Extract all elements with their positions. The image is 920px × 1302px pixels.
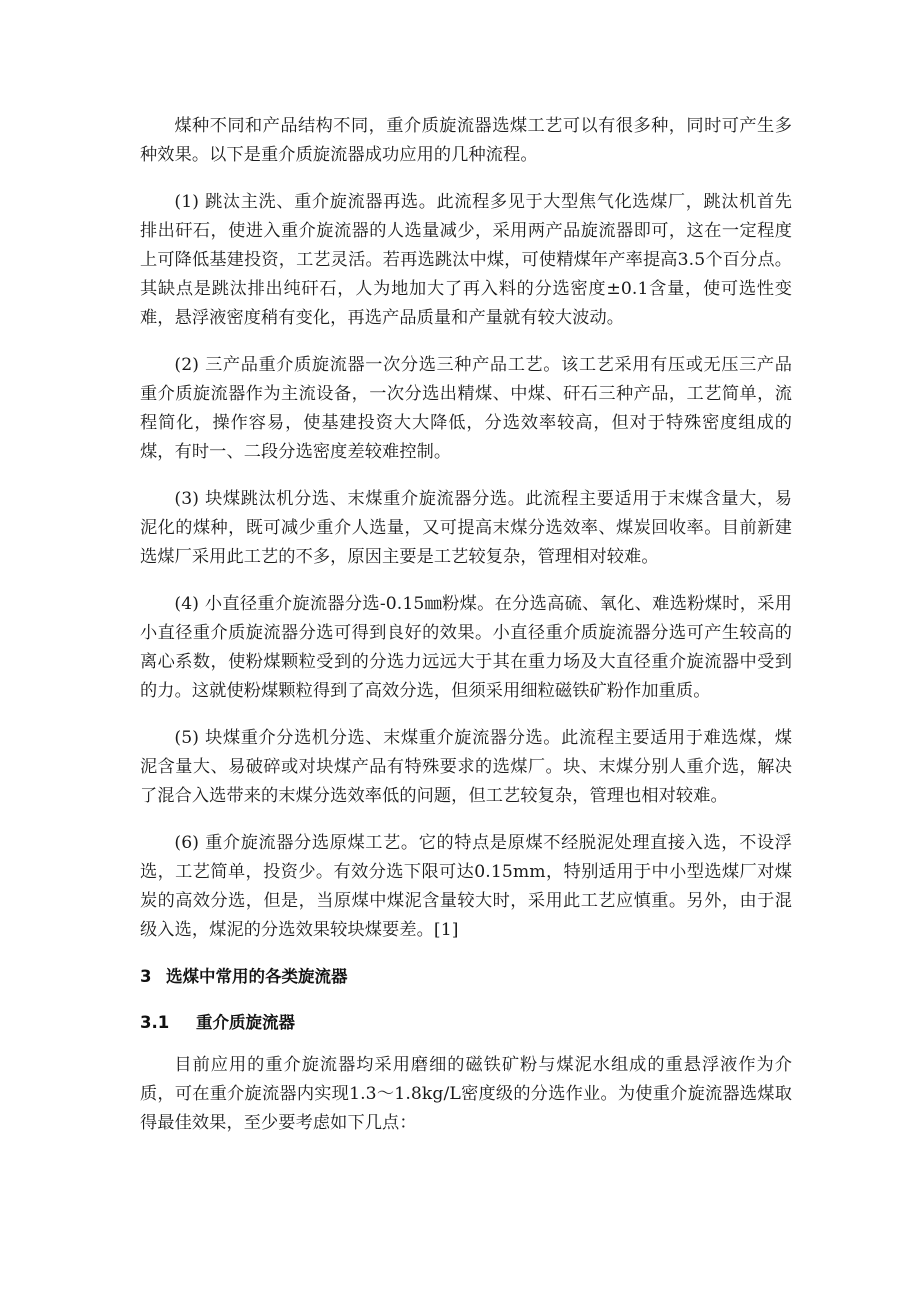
process-paragraph-2: (2) 三产品重介质旋流器一次分选三种产品工艺。该工艺采用有压或无压三产品重介质旋流器作为主流设备，一次分选出精煤、中煤、矸石三种产品，工艺简单，流程简化，操作容易，使基建投资大大降低，分选效率较高，但对于特殊密度组成的煤，有时一、二段分选密度差较难控制。	[140, 355, 792, 462]
process-paragraph-5: (5) 块煤重介分选机分选、末煤重介旋流器分选。此流程主要适用于难选煤，煤泥含量大、易破碎或对块煤产品有特殊要求的选煤厂。块、末煤分别人重介选，解决了混合入选带来的末煤分选效率低的问题，但工艺较复杂，管理也相对较难。	[140, 728, 792, 806]
section-heading	[140, 963, 792, 991]
subsection-title: 重介质旋流器	[196, 1013, 295, 1032]
section-number: 3	[140, 967, 152, 986]
document-page	[140, 112, 792, 1156]
intro-paragraph: 煤种不同和产品结构不同，重介质旋流器选煤工艺可以有很多种，同时可产生多种效果。以下是重介质旋流器成功应用的几种流程。	[140, 116, 792, 165]
section-title: 选煤中常用的各类旋流器	[166, 967, 348, 986]
process-paragraph-6: (6) 重介旋流器分选原煤工艺。它的特点是原煤不经脱泥处理直接入选，不设浮选，工艺简单，投资少。有效分选下限可达0.15mm，特别适用于中小型选煤厂对煤炭的高效分选，但是，当原煤中煤泥含量较大时，采用此工艺应慎重。另外，由于混级入选，煤泥的分选效果较块煤要差。[1]	[140, 833, 792, 940]
subsection-number: 3.1	[140, 1013, 170, 1032]
subsection-paragraph: 目前应用的重介旋流器均采用磨细的磁铁矿粉与煤泥水组成的重悬浮液作为介质，可在重介旋流器内实现1.3～1.8kg/L密度级的分选作业。为使重介旋流器选煤取得最佳效果，至少要考虑如下几点：	[140, 1055, 792, 1133]
process-paragraph-4: (4) 小直径重介旋流器分选-0.15㎜粉煤。在分选高硫、氧化、难选粉煤时，采用小直径重介质旋流器分选可得到良好的效果。小直径重介质旋流器分选可产生较高的离心系数，使粉煤颗粒受到的分选力远远大于其在重力场及大直径重介旋流器中受到的力。这就使粉煤颗粒得到了高效分选，但须采用细粒磁铁矿粉作加重质。	[140, 594, 792, 701]
subsection-heading	[140, 1009, 792, 1037]
process-paragraph-3: (3) 块煤跳汰机分选、末煤重介旋流器分选。此流程主要适用于末煤含量大，易泥化的煤种，既可减少重介人选量，又可提高末煤分选效率、煤炭回收率。目前新建选煤厂采用此工艺的不多，原因主要是工艺较复杂，管理相对较难。	[140, 489, 792, 567]
process-paragraph-1: (1) 跳汰主洗、重介旋流器再选。此流程多见于大型焦气化选煤厂，跳汰机首先排出矸石，使进入重介旋流器的人选量减少，采用两产品旋流器即可，这在一定程度上可降低基建投资，工艺灵活。若再选跳汰中煤，可使精煤年产率提高3.5个百分点。其缺点是跳汰排出纯矸石，人为地加大了再入料的分选密度±0.1含量，使可选性变难，悬浮液密度稍有变化，再选产品质量和产量就有较大波动。	[140, 192, 792, 328]
